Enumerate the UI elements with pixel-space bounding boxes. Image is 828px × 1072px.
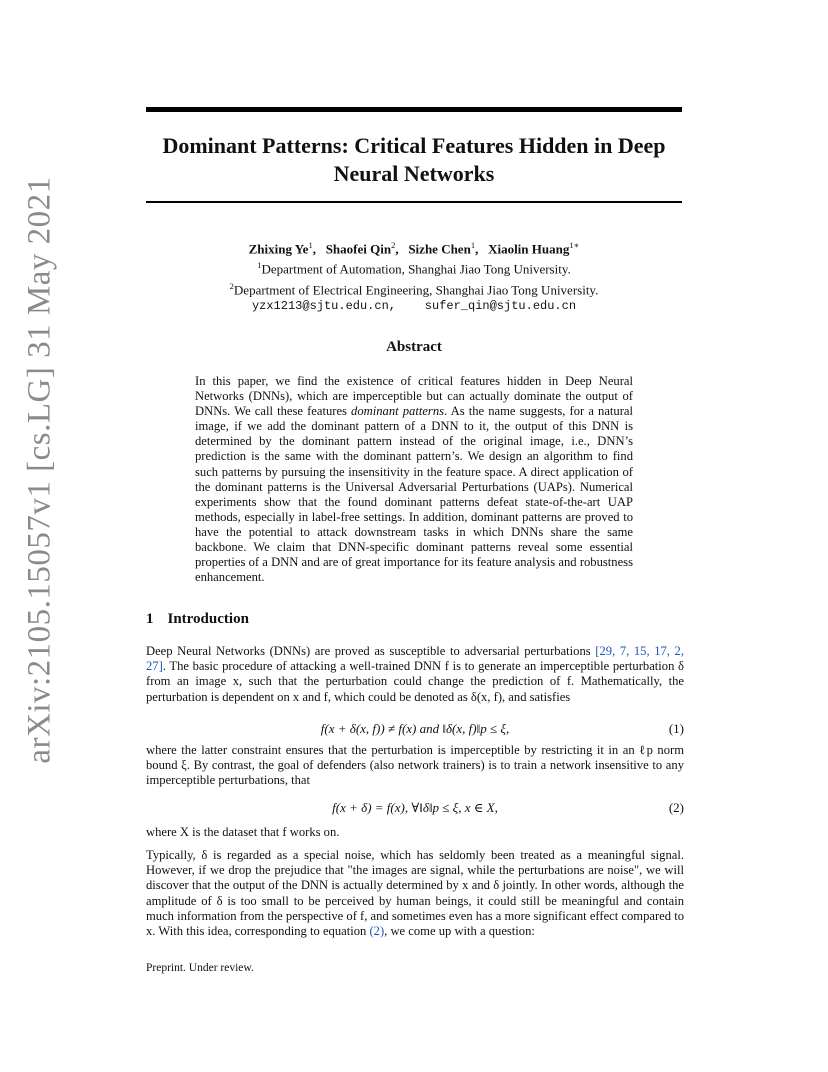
author-sup: 1 [470,240,476,250]
author-name: Zhixing Ye [248,241,309,257]
author-sup: 1∗ [569,240,580,250]
intro-paragraph-3: where X is the dataset that f works on. [146,825,340,839]
intro-paragraph-4: Typically, δ is regarded as a special noise, which has seldomly been treated as a meaningful signal. However, if we drop the prejudice that "the images are signal, while the perturbations are noise", we will discover that the output of the DNN is actually determined by x and δ jointly. In other words, although the amplitude of δ is too small to be perceived by human beings, it could still be meaningful and contain much information from the perspective of f, and sometimes even has a more significant effect compared to x. With this idea, corresponding to equation (2), we come up with a question: [146,848,684,939]
paper-title [146,132,682,188]
intro-paragraph-2: where the latter constraint ensures that the perturbation is imperceptible by restricting it in an ℓp norm bound ξ. By contrast, the goal of defenders (also network trainers) is to train a network insensitive to any imperceptible perturbations, that [146,743,684,788]
author-sup: 2 [391,240,396,250]
arxiv-sidebar [15,0,65,1072]
author-sup: 1 [308,240,313,250]
intro-paragraph-1: Deep Neural Networks (DNNs) are proved as susceptible to adversarial perturbations [29, 7, 15, 17, 2, 27]. The basic procedure of attacking a well-trained DNN f is to generate an imperceptible perturbation δ from an image x, such that the perturbation could change the prediction of f. Mathematically, the perturbation is dependent on x and f, which could be denoted as δ(x, f), and satisfies [146,644,684,704]
affiliation-2: $^2$Department of Electrical Engineering, Shanghai Jiao Tong University. [229,280,599,297]
equation-2-number: (2) [668,800,684,815]
title-bottom-rule [146,201,682,203]
author-names: Zhixing Ye$^1$, Shaofei Qin$^2$, Sizhe Chen$^1$, Xiaolin Huang$^{1∗}$ [248,240,580,257]
citation-link[interactable]: [29, 7, 15, 17, 2, 27] [146,644,684,674]
author-name: Xiaolin Huang [488,241,570,257]
section-heading-introduction [146,611,249,628]
author-name: Shaofei Qin [325,241,392,257]
footer-note: Preprint. Under review. [146,962,254,974]
equation-1-body: f(x + δ(x, f)) ≠ f(x) and ‖δ(x, f)‖p ≤ ξ, [320,721,510,736]
abstract-heading: Abstract [386,339,442,355]
arxiv-identifier: arXiv:2105.15057v1 [cs.LG] 31 May 2021 [21,176,58,764]
equation-1-number: (1) [668,721,684,736]
email-2[interactable]: sufer_qin@sjtu.edu.cn [424,298,577,313]
section-title: Introduction [167,611,249,627]
equation-reference-link[interactable]: (2) [369,924,385,939]
abstract-body: In this paper, we find the existence of critical features hidden in Deep Neural Networks (DNNs), which are imperceptible but can actually dominate the output of DNNs. We call these features dominant patterns. As the name suggests, for a natural image, if we add the dominant pattern of a DNN to it, the output of this DNN is determined by the dominant pattern instead of the original image, i.e., DNN’s prediction is the same with the dominant pattern’s. We design an algorithm to find such patterns by pursuing the insensitivity in the feature space. A direct application of the dominant patterns is the Universal Adversarial Perturbations (UAPs). Numerical experiments show that the found dominant patterns defeat state-of-the-art UAP methods, especially in label-free settings. In addition, dominant patterns are proved to have the potential to attack downstream tasks in which DNNs share the same backbone. We claim that DNN-specific dominant patterns reveal some essential properties of a DNN and are of great importance for its feature analysis and robustness enhancement. [195,374,633,585]
section-number: 1 [146,611,154,627]
abstract-emphasis: dominant patterns [351,404,445,419]
equation-2-body: f(x + δ) = f(x), ∀‖δ‖p ≤ ξ, x ∈ X, [332,800,498,815]
author-block [146,237,682,315]
title-line-1: Dominant Patterns: Critical Features Hidden in Deep [162,133,666,158]
affiliation-1: $^1$Department of Automation, Shanghai Jiao Tong University. [257,260,571,277]
author-name: Sizhe Chen [408,241,471,257]
title-top-rule [146,107,682,112]
author-emails [146,298,682,315]
title-line-2: Neural Networks [333,161,495,186]
email-1[interactable]: yzx1213@sjtu.edu.cn, [251,298,396,313]
